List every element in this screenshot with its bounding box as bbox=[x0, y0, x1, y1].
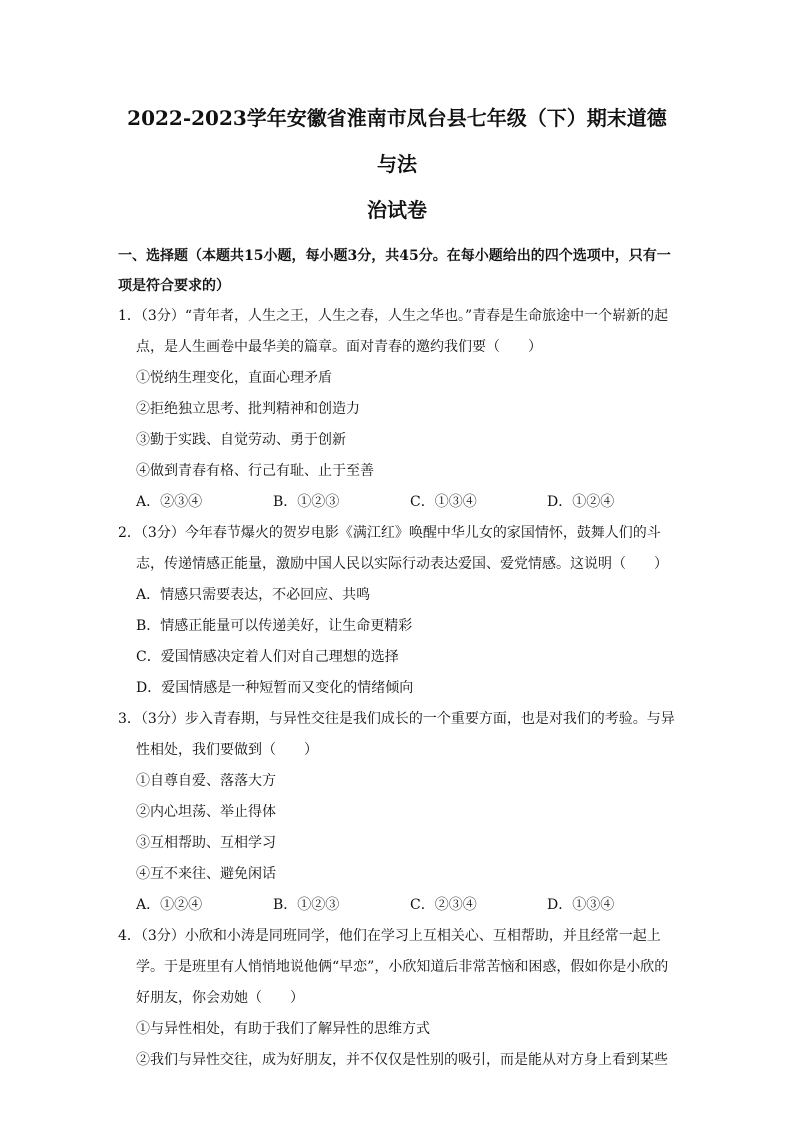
choice-c: C．爱国情感决定着人们对自己理想的选择 bbox=[136, 649, 399, 665]
choice-a: A．②③④ bbox=[136, 494, 203, 510]
question-1 bbox=[118, 301, 676, 363]
title-line-2: 治试卷 bbox=[367, 198, 427, 222]
question-stem: 3．（3分）步入青春期，与异性交往是我们成长的一个重要方面，也是对我们的考验。与异性相处，我们要做到（ ） bbox=[118, 711, 675, 758]
choice-c: C．①③④ bbox=[410, 494, 477, 510]
choice-a: A．情感只需要表达，不必回应、共鸣 bbox=[136, 587, 371, 603]
statement-item: ②我们与异性交往，成为好朋友，并不仅仅是性别的吸引，而是能从对方身上看到某些 bbox=[136, 1052, 668, 1068]
statement-item: ②拒绝独立思考、批判精神和创造力 bbox=[136, 401, 360, 417]
section-heading: 一、选择题（本题共15小题，每小题3分，共45分。在每小题给出的四个选项中，只有一项是符合要求的） bbox=[118, 248, 671, 294]
choice-a: A．①②④ bbox=[136, 897, 203, 913]
statement-item: ④做到青春有格、行己有耻、止于至善 bbox=[136, 463, 374, 479]
question-stem: 1．（3分）“青年者，人生之王，人生之春，人生之华也。”青春是生命旅途中一个崭新的起点，是人生画卷中最华美的篇章。面对青春的邀约我们要（ ） bbox=[118, 308, 669, 355]
question-2 bbox=[118, 518, 676, 580]
statement-item: ④互不来往、避免闲话 bbox=[136, 866, 276, 882]
answer-choices bbox=[118, 487, 676, 518]
choice-d: D．爱国情感是一种短暂而又变化的情绪倾向 bbox=[136, 680, 414, 696]
statement-item: ③勤于实践、自觉劳动、勇于创新 bbox=[136, 432, 346, 448]
choice-b: B．①②③ bbox=[273, 494, 340, 510]
question-stem: 2．（3分）今年春节爆火的贺岁电影《满江红》唤醒中华儿女的家国情怀，鼓舞人们的斗志，传递情感正能量，激励中国人民以实际行动表达爱国、爱党情感。这说明（ ） bbox=[118, 525, 668, 572]
question-stem: 4．（3分）小欣和小涛是同班同学，他们在学习上互相关心、互相帮助，并且经常一起上学。于是班里有人悄悄地说他俩“早恋”，小欣知道后非常苦恼和困惑，假如你是小欣的好朋友，你会劝她（ ） bbox=[118, 928, 669, 1006]
statement-item: ①悦纳生理变化，直面心理矛盾 bbox=[136, 370, 332, 386]
statement-item: ③互相帮助、互相学习 bbox=[136, 835, 276, 851]
choice-c: C．②③④ bbox=[410, 897, 477, 913]
choice-b: B．①②③ bbox=[273, 897, 340, 913]
statement-item: ②内心坦荡、举止得体 bbox=[136, 804, 276, 820]
question-3 bbox=[118, 704, 676, 766]
answer-choices bbox=[118, 890, 676, 921]
choice-d: D．①②④ bbox=[547, 494, 615, 510]
statement-item: ①自尊自爱、落落大方 bbox=[136, 773, 276, 789]
statement-item: ①与异性相处，有助于我们了解异性的思维方式 bbox=[136, 1021, 430, 1037]
exam-title bbox=[118, 0, 676, 233]
title-line-1: 2022-2023学年安徽省淮南市凤台县七年级（下）期末道德与法 bbox=[127, 106, 667, 176]
choice-d: D．①③④ bbox=[547, 897, 615, 913]
choice-b: B．情感正能量可以传递美好，让生命更精彩 bbox=[136, 618, 413, 634]
question-4 bbox=[118, 921, 676, 1014]
